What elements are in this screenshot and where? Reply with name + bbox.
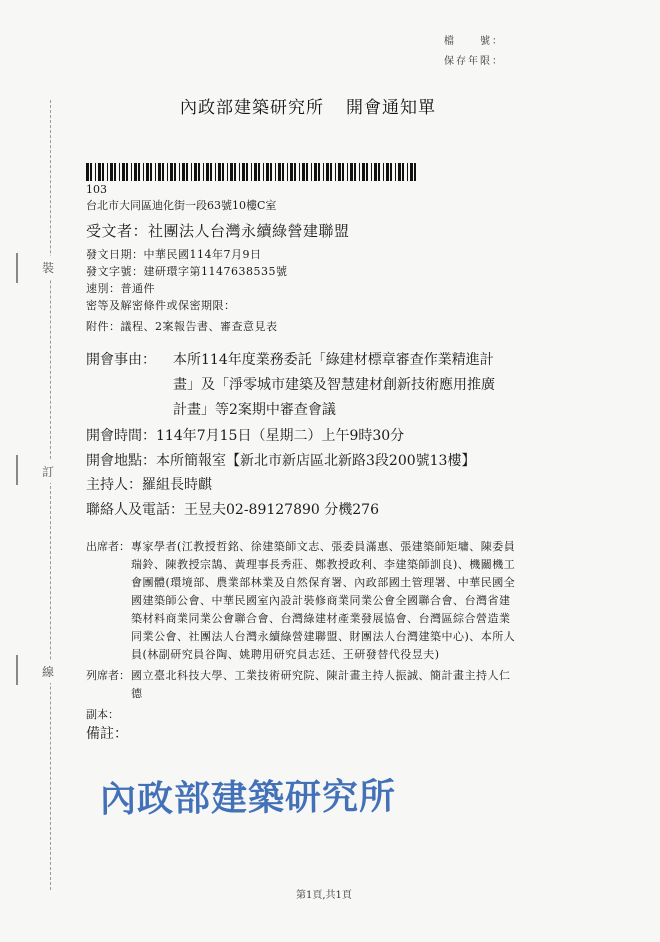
meeting-time-value: 114年7月15日（星期二）上午9時30分 [156, 428, 405, 444]
speed-label: 速別： [86, 282, 121, 295]
contact-label: 聯絡人及電話： [86, 502, 184, 518]
recipient-label: 受文者： [86, 222, 149, 240]
speed-row [86, 280, 155, 296]
remarks-label: 備註： [86, 726, 128, 742]
recipient-row [86, 220, 350, 241]
document-title [180, 93, 436, 118]
binding-char-xian: 線 [42, 660, 54, 683]
meeting-subject-label: 開會事由： [86, 352, 156, 368]
host-value: 羅組長時麒 [142, 477, 212, 493]
meeting-time-label: 開會時間： [86, 428, 156, 444]
issue-date-value: 中華民國114年7月9日 [143, 248, 262, 261]
meeting-place-row [86, 450, 475, 470]
host-row [86, 474, 212, 494]
contact-value: 王昱夫02-89127890 分機276 [184, 502, 379, 518]
scan-edge-mark [16, 253, 18, 283]
attendees-line: 瑞鈴、陳教授宗鵠、黃理事長秀莊、鄭教授政利、李建築師訓良)、機關機工 [131, 558, 516, 571]
scan-edge-mark [16, 655, 18, 685]
agency-seal-stamp: 內政部建築研究所 [99, 776, 397, 821]
meeting-subject-line: 本所114年度業務委託「綠建材標章審查作業精進計 [173, 352, 494, 368]
copy-label: 副本： [86, 708, 119, 721]
mailing-address: 台北市大同區迪化街一段63號10樓C室 [86, 199, 277, 212]
attendees-line: 專家學者(江教授哲銘、徐建築師文志、張委員滿惠、張建築師矩墉、陳委員 [131, 540, 516, 553]
barcode-image [86, 163, 421, 181]
attendees-line: 會團體(環境部、農業部林業及自然保育署、內政部國土管理署、中華民國全 [131, 576, 516, 589]
file-number-label: 檔 號： [444, 36, 504, 47]
observers-label: 列席者： [86, 669, 130, 682]
attachment-value: 議程、2案報告書、審查意見表 [120, 320, 278, 333]
meeting-subject-line: 計畫」等2案期中審查會議 [173, 402, 336, 418]
attendees-line: 築材料商業同業公會聯合會、台灣綠建材產業發展協會、台灣區綜合營造業 [131, 612, 511, 625]
issue-number-value: 建研環字第1147638535號 [143, 265, 288, 278]
issuing-agency: 內政部建築研究所 [180, 98, 324, 118]
attendees-line: 國建築師公會、中華民國室內設計裝修商業同業公會全國聯合會、台灣省建 [131, 594, 511, 607]
observers-line: 國立臺北科技大學、工業技術研究院、陳計畫主持人振誠、簡計畫主持人仁 [131, 669, 511, 682]
secrecy-label: 密等及解密條件或保密期限： [86, 299, 236, 312]
attendees-label: 出席者： [86, 540, 130, 553]
issue-number-row [86, 263, 288, 279]
meeting-time-row [86, 425, 404, 445]
meeting-place-value: 本所簡報室【新北市新店區北新路3段200號13樓】 [156, 453, 476, 469]
zip-code: 103 [86, 183, 107, 196]
attachment-row [86, 318, 278, 334]
binding-char-ding: 訂 [42, 460, 54, 483]
binding-char-zhuang: 裝 [42, 256, 54, 279]
scan-edge-mark [16, 455, 18, 485]
retention-period-label: 保存年限： [444, 56, 504, 67]
attendees-line: 員(林副研究員谷陶、姚聘用研究員志廷、王研發替代役昱夫) [131, 648, 440, 661]
page-number: 第1頁,共1頁 [296, 890, 352, 901]
meeting-subject-line: 畫」及「淨零城市建築及智慧建材創新技術應用推廣 [173, 377, 495, 393]
observers-line: 德 [131, 687, 143, 700]
speed-value: 普通件 [120, 282, 155, 295]
binding-line [50, 100, 51, 890]
attachment-label: 附件： [86, 320, 121, 333]
document-type: 開會通知單 [346, 98, 436, 118]
host-label: 主持人： [86, 477, 142, 493]
attendees-line: 同業公會、社團法人台灣永續綠營建聯盟、財團法人台灣建築中心)、本所人 [131, 630, 516, 643]
issue-date-row [86, 246, 262, 262]
recipient-value: 社團法人台灣永續綠營建聯盟 [148, 222, 350, 240]
issue-date-label: 發文日期： [86, 248, 144, 261]
meeting-place-label: 開會地點： [86, 453, 156, 469]
contact-row [86, 499, 379, 519]
issue-number-label: 發文字號： [86, 265, 144, 278]
